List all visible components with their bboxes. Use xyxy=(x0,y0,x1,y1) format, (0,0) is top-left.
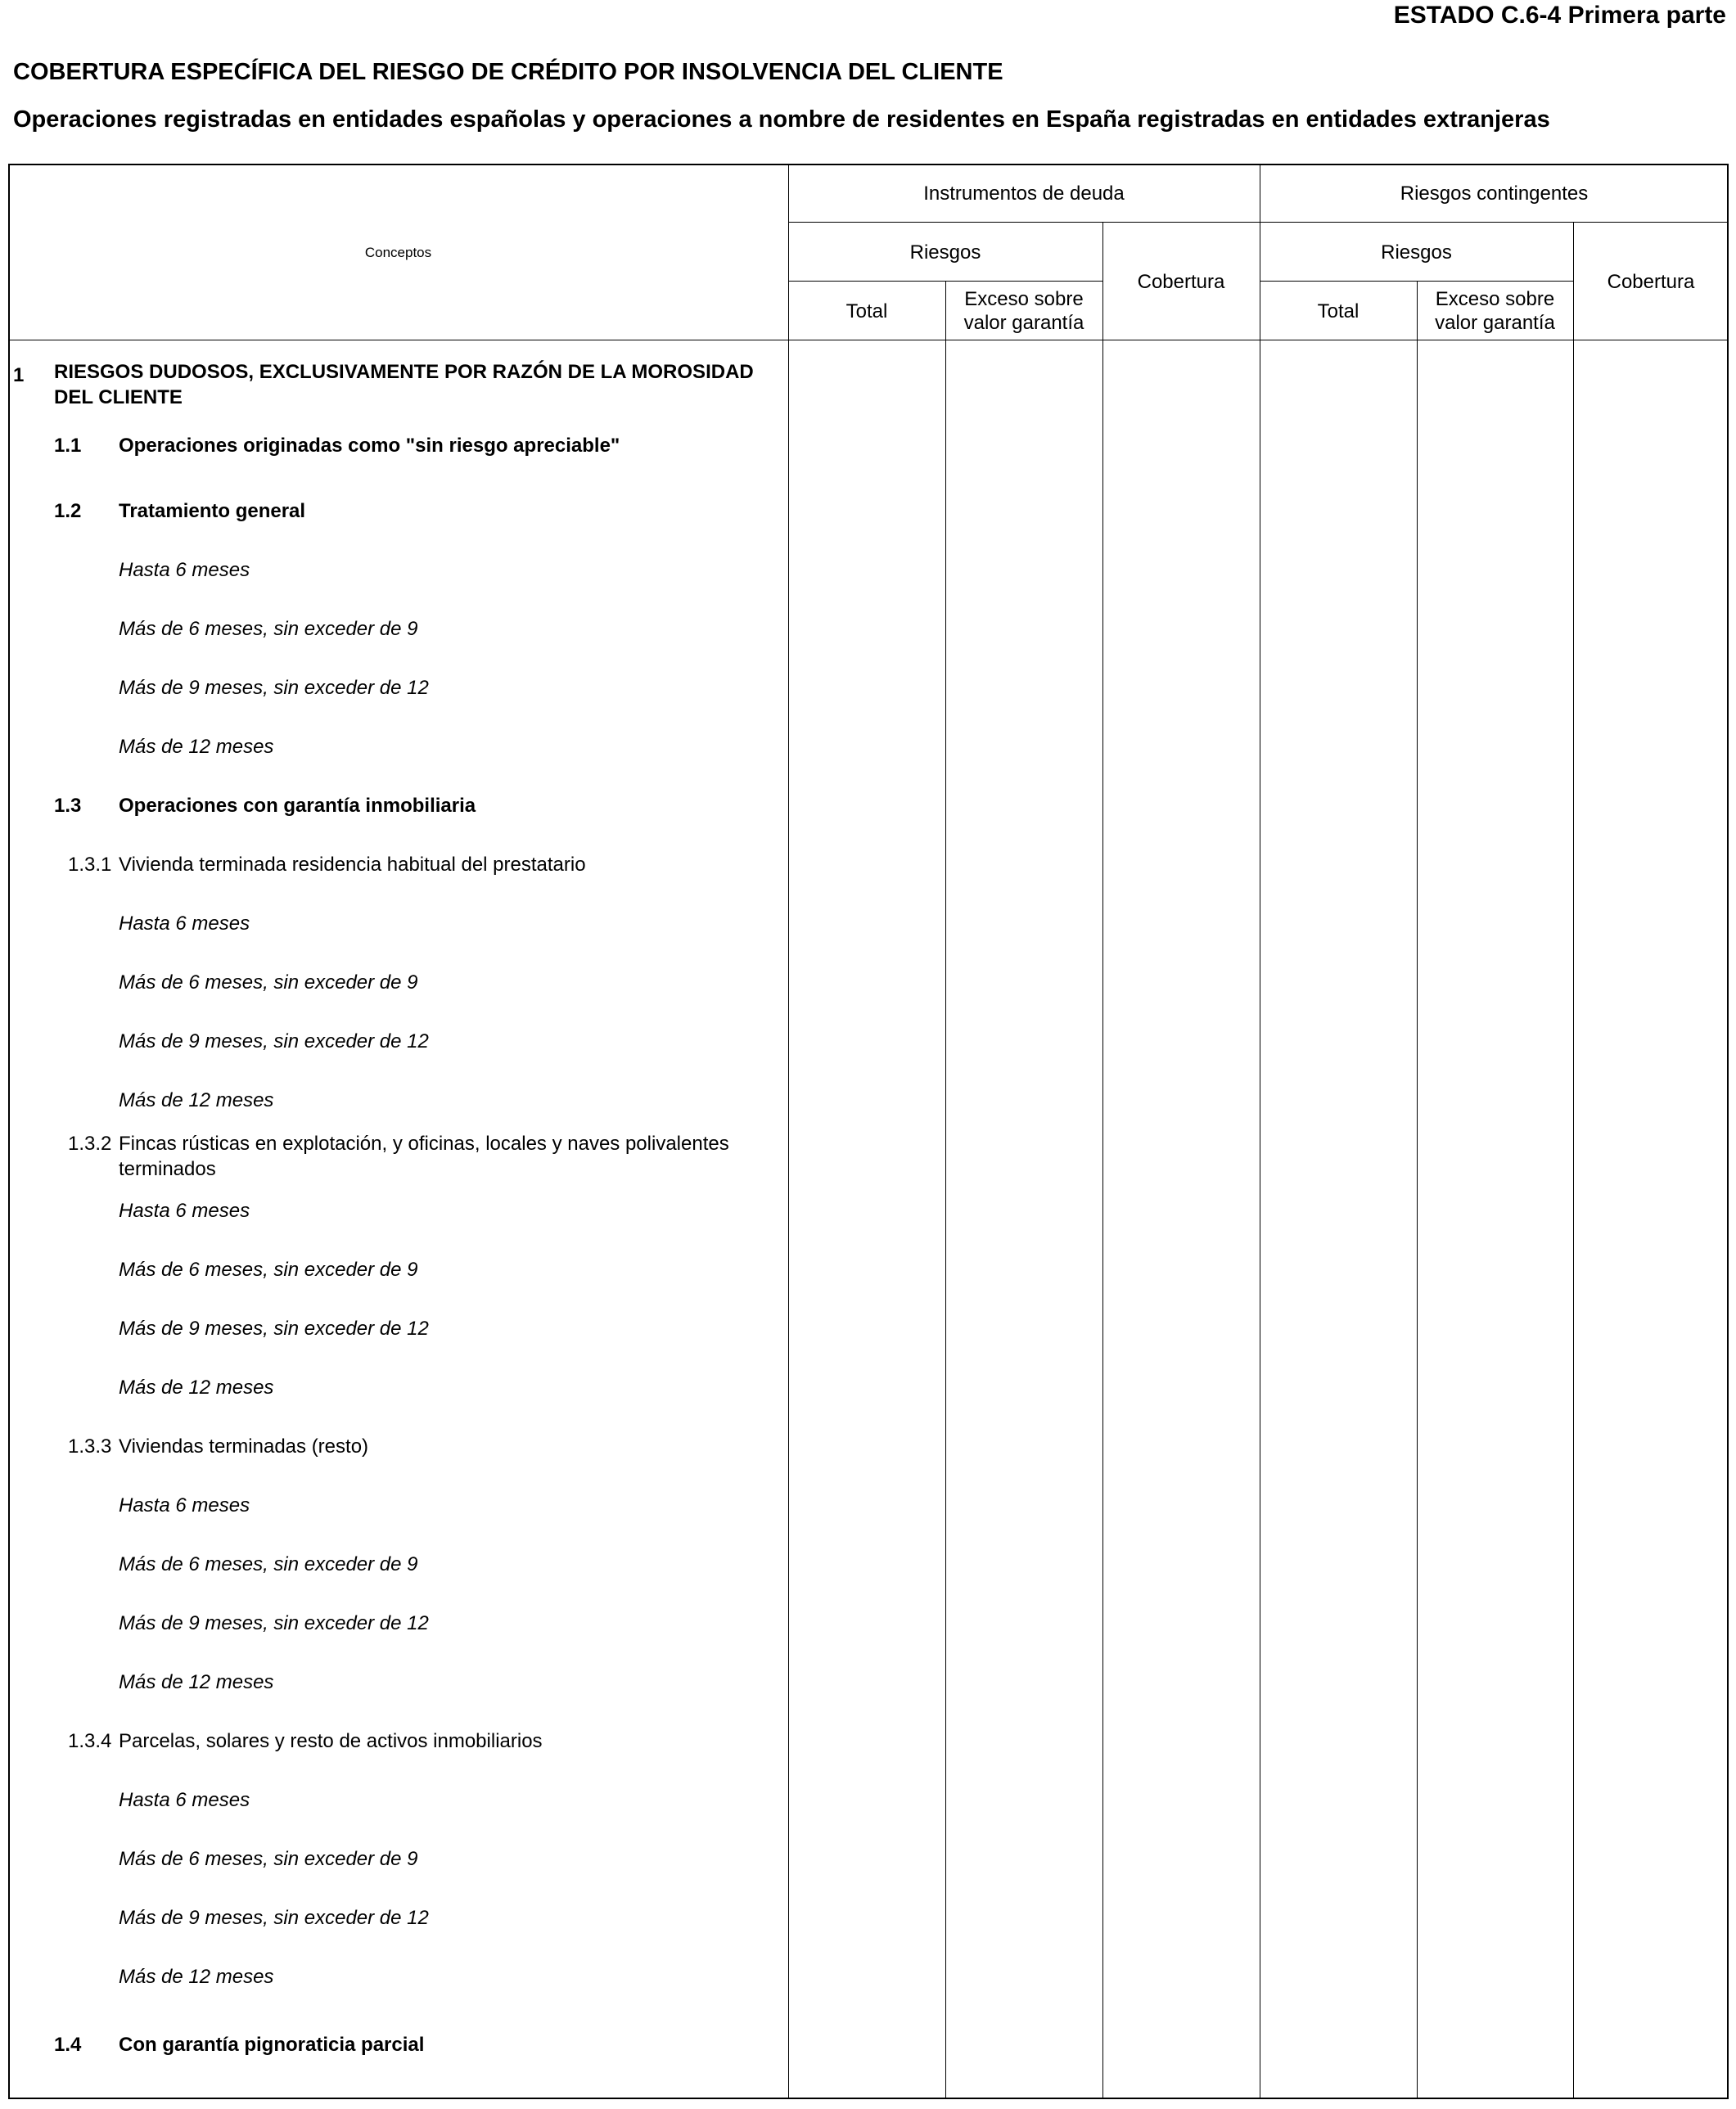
row-label: Parcelas, solares y resto de activos inmobiliarios xyxy=(119,1730,543,1752)
header-instrumentos-deuda: Instrumentos de deuda xyxy=(923,182,1125,205)
row-label-line1: RIESGOS DUDOSOS, EXCLUSIVAMENTE POR RAZÓN DE LA MOROSIDAD xyxy=(54,361,754,383)
row-label: Con garantía pignoraticia parcial xyxy=(119,2034,425,2056)
page-title: COBERTURA ESPECÍFICA DEL RIESGO DE CRÉDITO POR INSOLVENCIA DEL CLIENTE xyxy=(13,59,1003,85)
row-label-line1: Fincas rústicas en explotación, y oficinas, locales y naves polivalentes xyxy=(119,1133,729,1155)
row-number: 1.1 xyxy=(54,435,82,457)
row-number: 1.3.2 xyxy=(68,1133,112,1155)
header-cont-exceso-line2: valor garantía xyxy=(1435,312,1555,334)
row-number: 1.3.1 xyxy=(68,854,112,876)
row-label: Más de 9 meses, sin exceder de 12 xyxy=(119,1907,429,1929)
row-number: 1.2 xyxy=(54,500,82,522)
header-deuda-exceso-line2: valor garantía xyxy=(963,312,1084,334)
header-cont-cobertura: Cobertura xyxy=(1607,270,1695,293)
row-number: 1 xyxy=(13,364,25,386)
row-label: Más de 12 meses xyxy=(119,736,274,758)
row-label: Vivienda terminada residencia habitual del prestatario xyxy=(119,854,586,876)
row-label: Viviendas terminadas (resto) xyxy=(119,1435,369,1458)
row-label: Más de 6 meses, sin exceder de 9 xyxy=(119,1848,418,1870)
col-divider-deuda-cobertura xyxy=(1102,223,1103,2099)
header-cont-riesgos: Riesgos xyxy=(1381,241,1452,264)
row-label: Más de 12 meses xyxy=(119,1671,274,1693)
header-deuda-exceso-line1: Exceso sobre xyxy=(964,288,1084,310)
col-divider-deuda-exceso xyxy=(945,282,946,2099)
header-cont-exceso-line1: Exceso sobre xyxy=(1435,288,1555,310)
row-label: Más de 12 meses xyxy=(119,1089,274,1111)
row-label: Más de 6 meses, sin exceder de 9 xyxy=(119,618,418,640)
row-label: Operaciones con garantía inmobiliaria xyxy=(119,795,476,817)
row-label: Hasta 6 meses xyxy=(119,1789,250,1811)
row-number: 1.4 xyxy=(54,2034,82,2056)
col-divider-cont-exceso xyxy=(1417,282,1418,2099)
row-label: Más de 9 meses, sin exceder de 12 xyxy=(119,1318,429,1340)
row-label: Operaciones originadas como "sin riesgo apreciable" xyxy=(119,435,620,457)
header-deuda-total: Total xyxy=(845,300,888,322)
row-label-line2: terminados xyxy=(119,1158,216,1180)
estado-code: ESTADO C.6-4 Primera parte xyxy=(1393,2,1726,29)
header-cont-exceso xyxy=(1417,282,1573,340)
row-label: Más de 6 meses, sin exceder de 9 xyxy=(119,971,418,994)
row-label: Más de 9 meses, sin exceder de 12 xyxy=(119,1030,429,1052)
row-label-line2: DEL CLIENTE xyxy=(54,386,183,408)
row-label: Más de 9 meses, sin exceder de 12 xyxy=(119,1612,429,1634)
col-divider-cont-cobertura xyxy=(1573,223,1574,2099)
row-label: Más de 12 meses xyxy=(119,1966,274,1988)
header-cont-total: Total xyxy=(1317,300,1359,322)
row-label: Hasta 6 meses xyxy=(119,1200,250,1222)
page-subtitle: Operaciones registradas en entidades españolas y operaciones a nombre de residentes en España registradas en entidades extranjeras xyxy=(13,106,1550,133)
header-conceptos: Conceptos xyxy=(364,244,432,260)
header-riesgos-contingentes: Riesgos contingentes xyxy=(1400,182,1589,205)
row-label: Hasta 6 meses xyxy=(119,1494,250,1516)
col-divider-conceptos xyxy=(788,164,789,2099)
header-deuda-exceso xyxy=(945,282,1102,340)
row-number: 1.3 xyxy=(54,795,82,817)
row-label: Más de 6 meses, sin exceder de 9 xyxy=(119,1553,418,1575)
row-number: 1.3.4 xyxy=(68,1730,112,1752)
row-label: Más de 12 meses xyxy=(119,1377,274,1399)
row-label: Más de 6 meses, sin exceder de 9 xyxy=(119,1259,418,1281)
row-label: Hasta 6 meses xyxy=(119,913,250,935)
row-number: 1.3.3 xyxy=(68,1435,112,1458)
header-deuda-cobertura: Cobertura xyxy=(1137,270,1225,293)
row-label: Tratamiento general xyxy=(119,500,306,522)
row-label: Hasta 6 meses xyxy=(119,559,250,581)
row-label: Más de 9 meses, sin exceder de 12 xyxy=(119,677,429,699)
header-deuda-riesgos: Riesgos xyxy=(909,241,981,264)
